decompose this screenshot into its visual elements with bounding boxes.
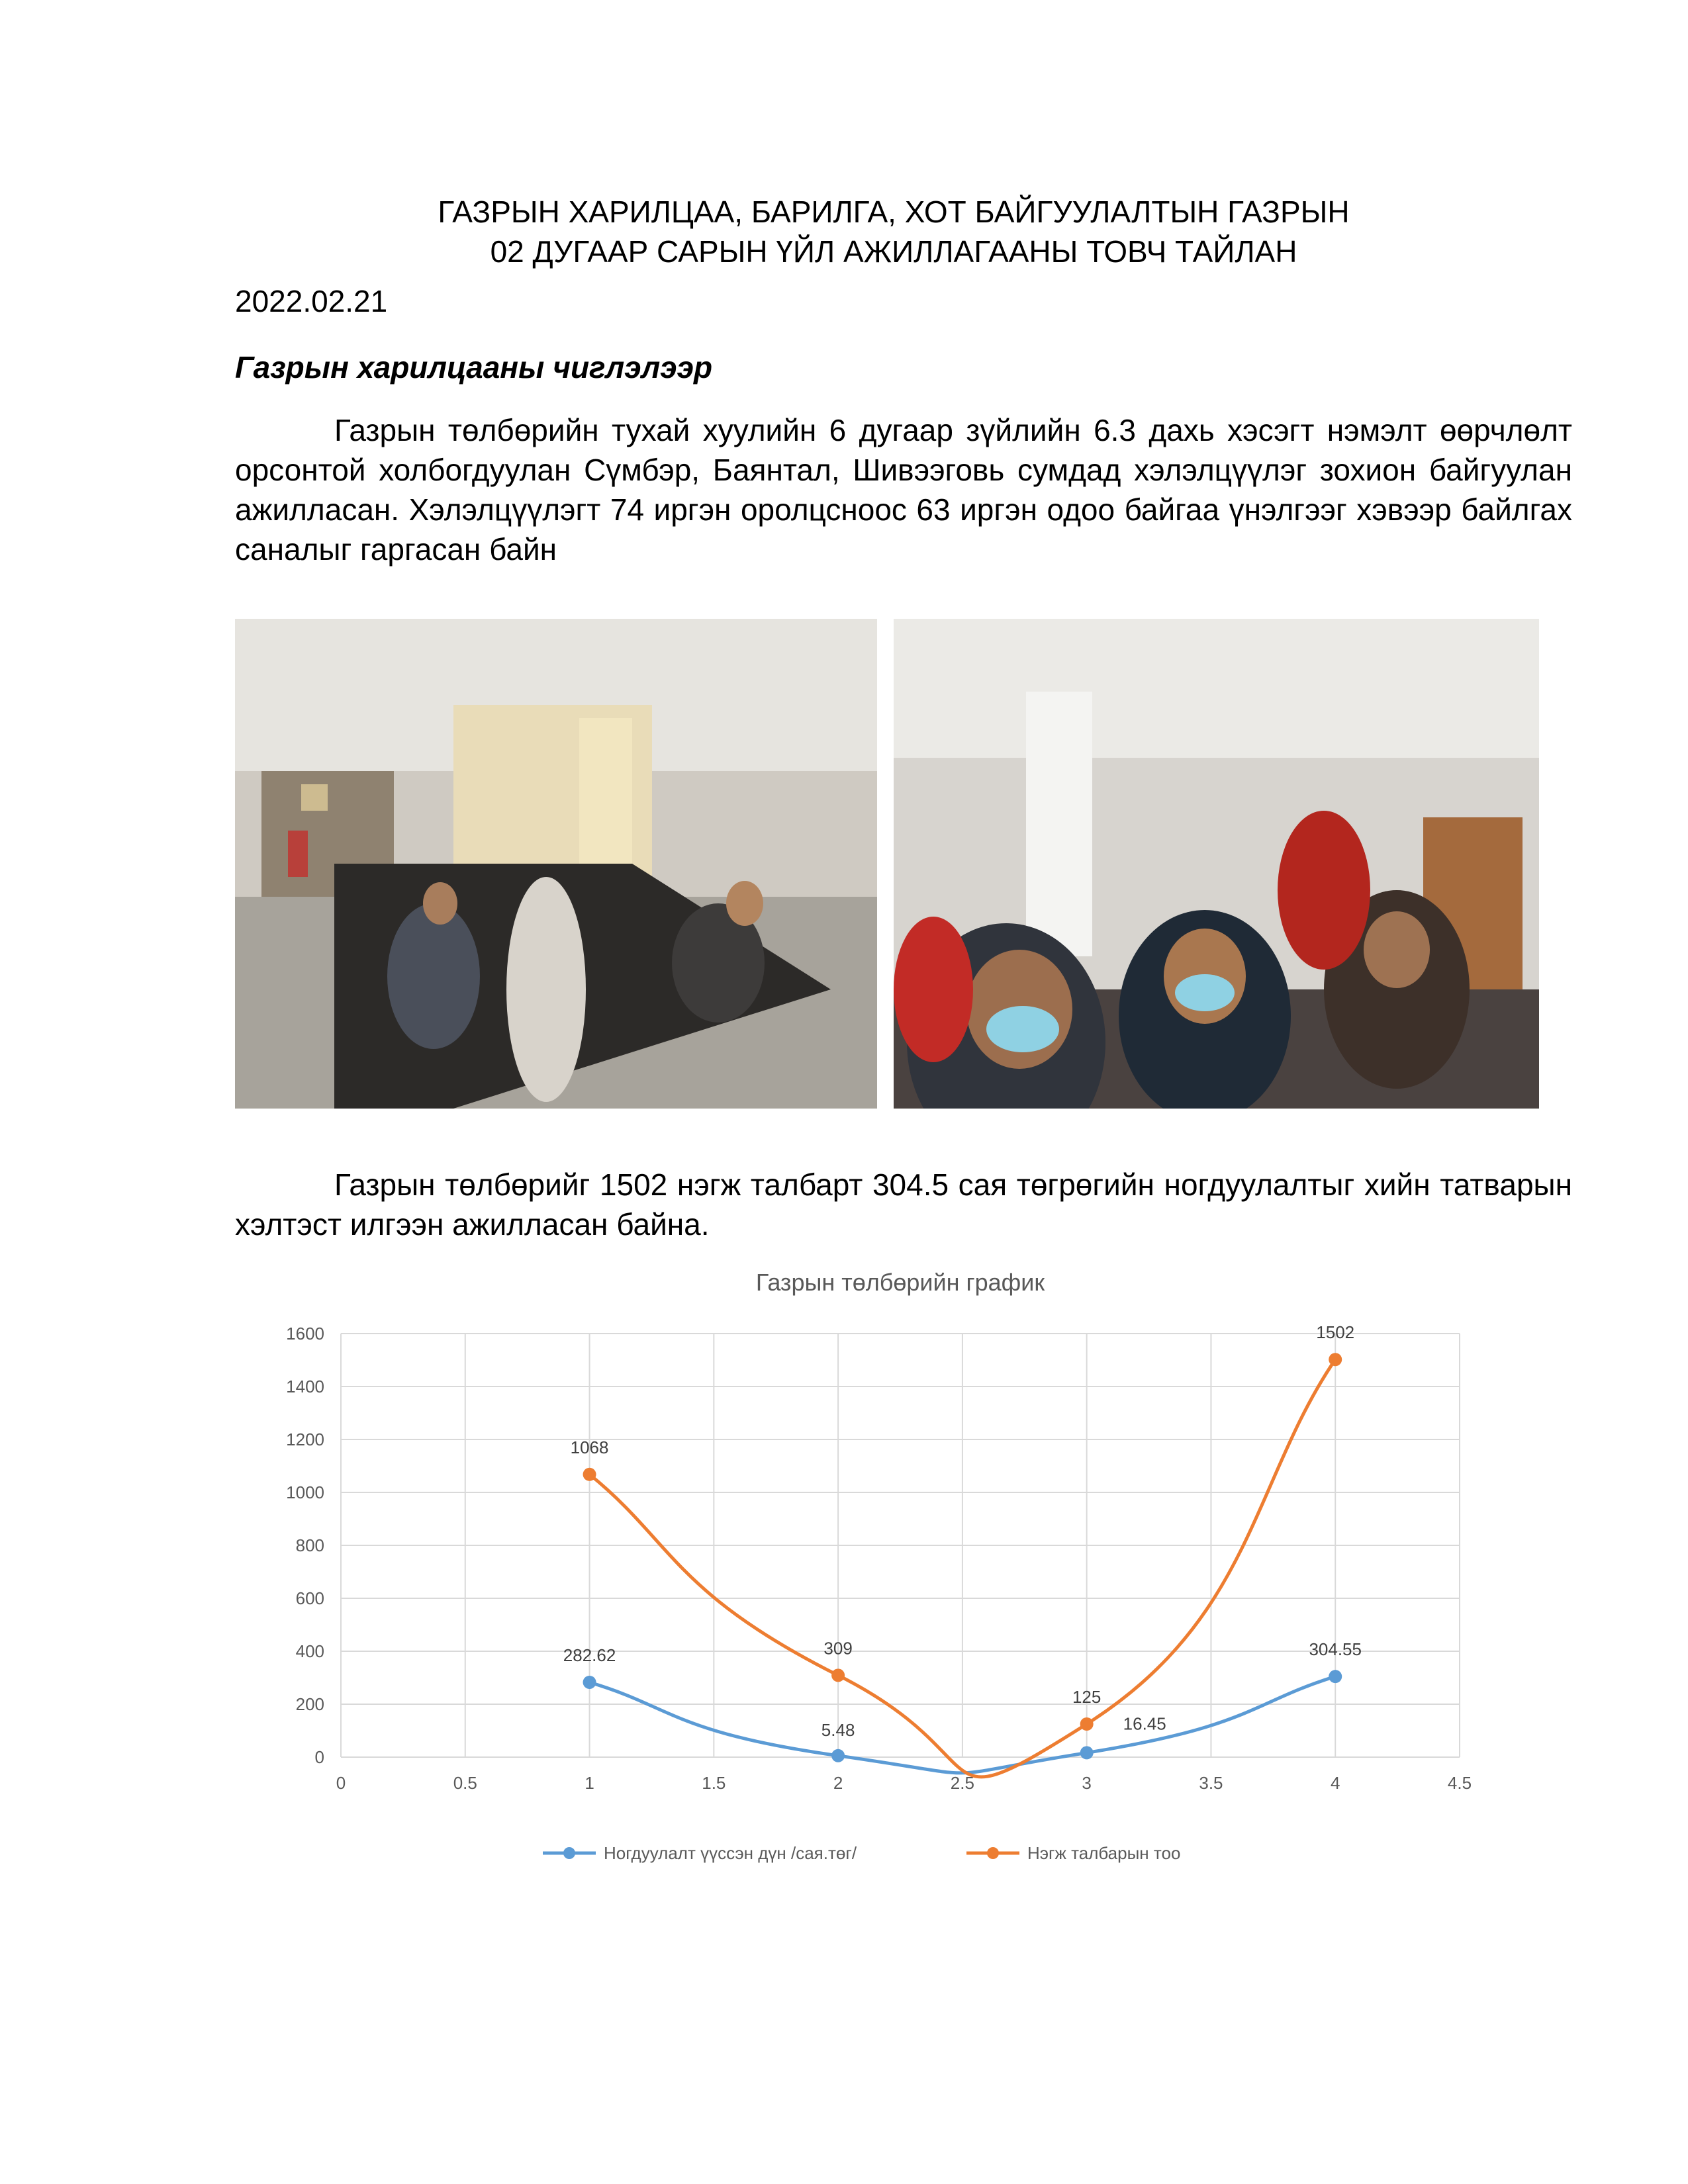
paragraph-2: Газрын төлбөрийг 1502 нэгж талбарт 304.5 сая төгрөгийн ногдуулалтыг хийн татварын хэлтэст илгээн ажилласан байна. <box>235 1167 1572 1242</box>
meeting-room-image <box>235 619 877 1109</box>
data-point <box>583 1676 596 1689</box>
land-fee-chart <box>252 1257 1509 1893</box>
data-point <box>831 1749 845 1762</box>
x-tick-label: 2 <box>833 1773 843 1793</box>
x-tick-label: 1 <box>585 1773 594 1793</box>
data-point <box>831 1668 845 1682</box>
data-point <box>1329 1670 1342 1683</box>
report-title <box>232 192 1556 271</box>
y-tick-label: 1400 <box>286 1377 324 1396</box>
x-tick-label: 1.5 <box>702 1773 726 1793</box>
x-tick-label: 0 <box>336 1773 346 1793</box>
y-tick-label: 1000 <box>286 1482 324 1502</box>
data-label: 16.45 <box>1123 1713 1166 1734</box>
y-tick-label: 0 <box>314 1747 324 1767</box>
data-label: 125 <box>1072 1687 1102 1707</box>
y-tick-label: 400 <box>295 1641 324 1661</box>
y-tick-label: 600 <box>295 1588 324 1608</box>
x-tick-label: 3.5 <box>1199 1773 1223 1793</box>
x-tick-label: 3 <box>1082 1773 1092 1793</box>
chart-title: Газрын төлбөрийн график <box>755 1269 1045 1296</box>
x-tick-label: 0.5 <box>453 1773 477 1793</box>
data-point <box>583 1468 596 1481</box>
audience-image <box>894 619 1539 1109</box>
report-title-line1: ГАЗРЫН ХАРИЛЦАА, БАРИЛГА, ХОТ БАЙГУУЛАЛТЫН ГАЗРЫН <box>438 195 1350 229</box>
x-tick-label: 4.5 <box>1447 1773 1472 1793</box>
x-tick-label: 2.5 <box>950 1773 974 1793</box>
chart-svg <box>252 1257 1509 1893</box>
legend-label: Нэгж талбарын тоо <box>1027 1843 1181 1863</box>
meeting-photo-right <box>894 619 1539 1109</box>
report-date: 2022.02.21 <box>235 284 388 318</box>
x-tick-label: 4 <box>1330 1773 1340 1793</box>
y-tick-label: 1600 <box>286 1324 324 1343</box>
data-point <box>1080 1746 1094 1759</box>
data-label: 282.62 <box>563 1645 616 1665</box>
paragraph-1: Газрын төлбөрийн тухай хуулийн 6 дугаар зүйлийн 6.3 дахь хэсэгт нэмэлт өөрчлөлт орсонтой холбогдуулан Сүмбэр, Баянтал, Шивээговь сумдад хэлэлцүүлэг зохион байгуулан ажилласан. Хэлэлцүүлэгт 74 иргэн оролцсноос 63 иргэн одоо байгаа үнэлгээг хэвээр байлгах саналыг гаргасан байн <box>235 413 1572 567</box>
data-label: 5.48 <box>821 1719 855 1740</box>
legend-marker <box>563 1847 575 1859</box>
data-label: 309 <box>823 1638 853 1659</box>
data-label: 304.55 <box>1309 1639 1362 1660</box>
y-tick-label: 200 <box>295 1694 324 1714</box>
y-tick-label: 800 <box>295 1535 324 1555</box>
legend-label: Ногдуулалт үүссэн дүн /сая.төг/ <box>604 1843 857 1863</box>
y-tick-label: 1200 <box>286 1430 324 1449</box>
report-title-line2: 02 ДУГААР САРЫН ҮЙЛ АЖИЛЛАГААНЫ ТОВЧ ТАЙЛАН <box>490 234 1297 269</box>
data-label: 1502 <box>1316 1322 1355 1343</box>
legend-marker <box>987 1847 999 1859</box>
data-point <box>1080 1717 1094 1731</box>
meeting-photo-left <box>235 619 877 1109</box>
data-point <box>1329 1353 1342 1366</box>
section-heading: Газрын харилцааны чиглэлээр <box>235 350 713 385</box>
data-label: 1068 <box>570 1437 609 1457</box>
